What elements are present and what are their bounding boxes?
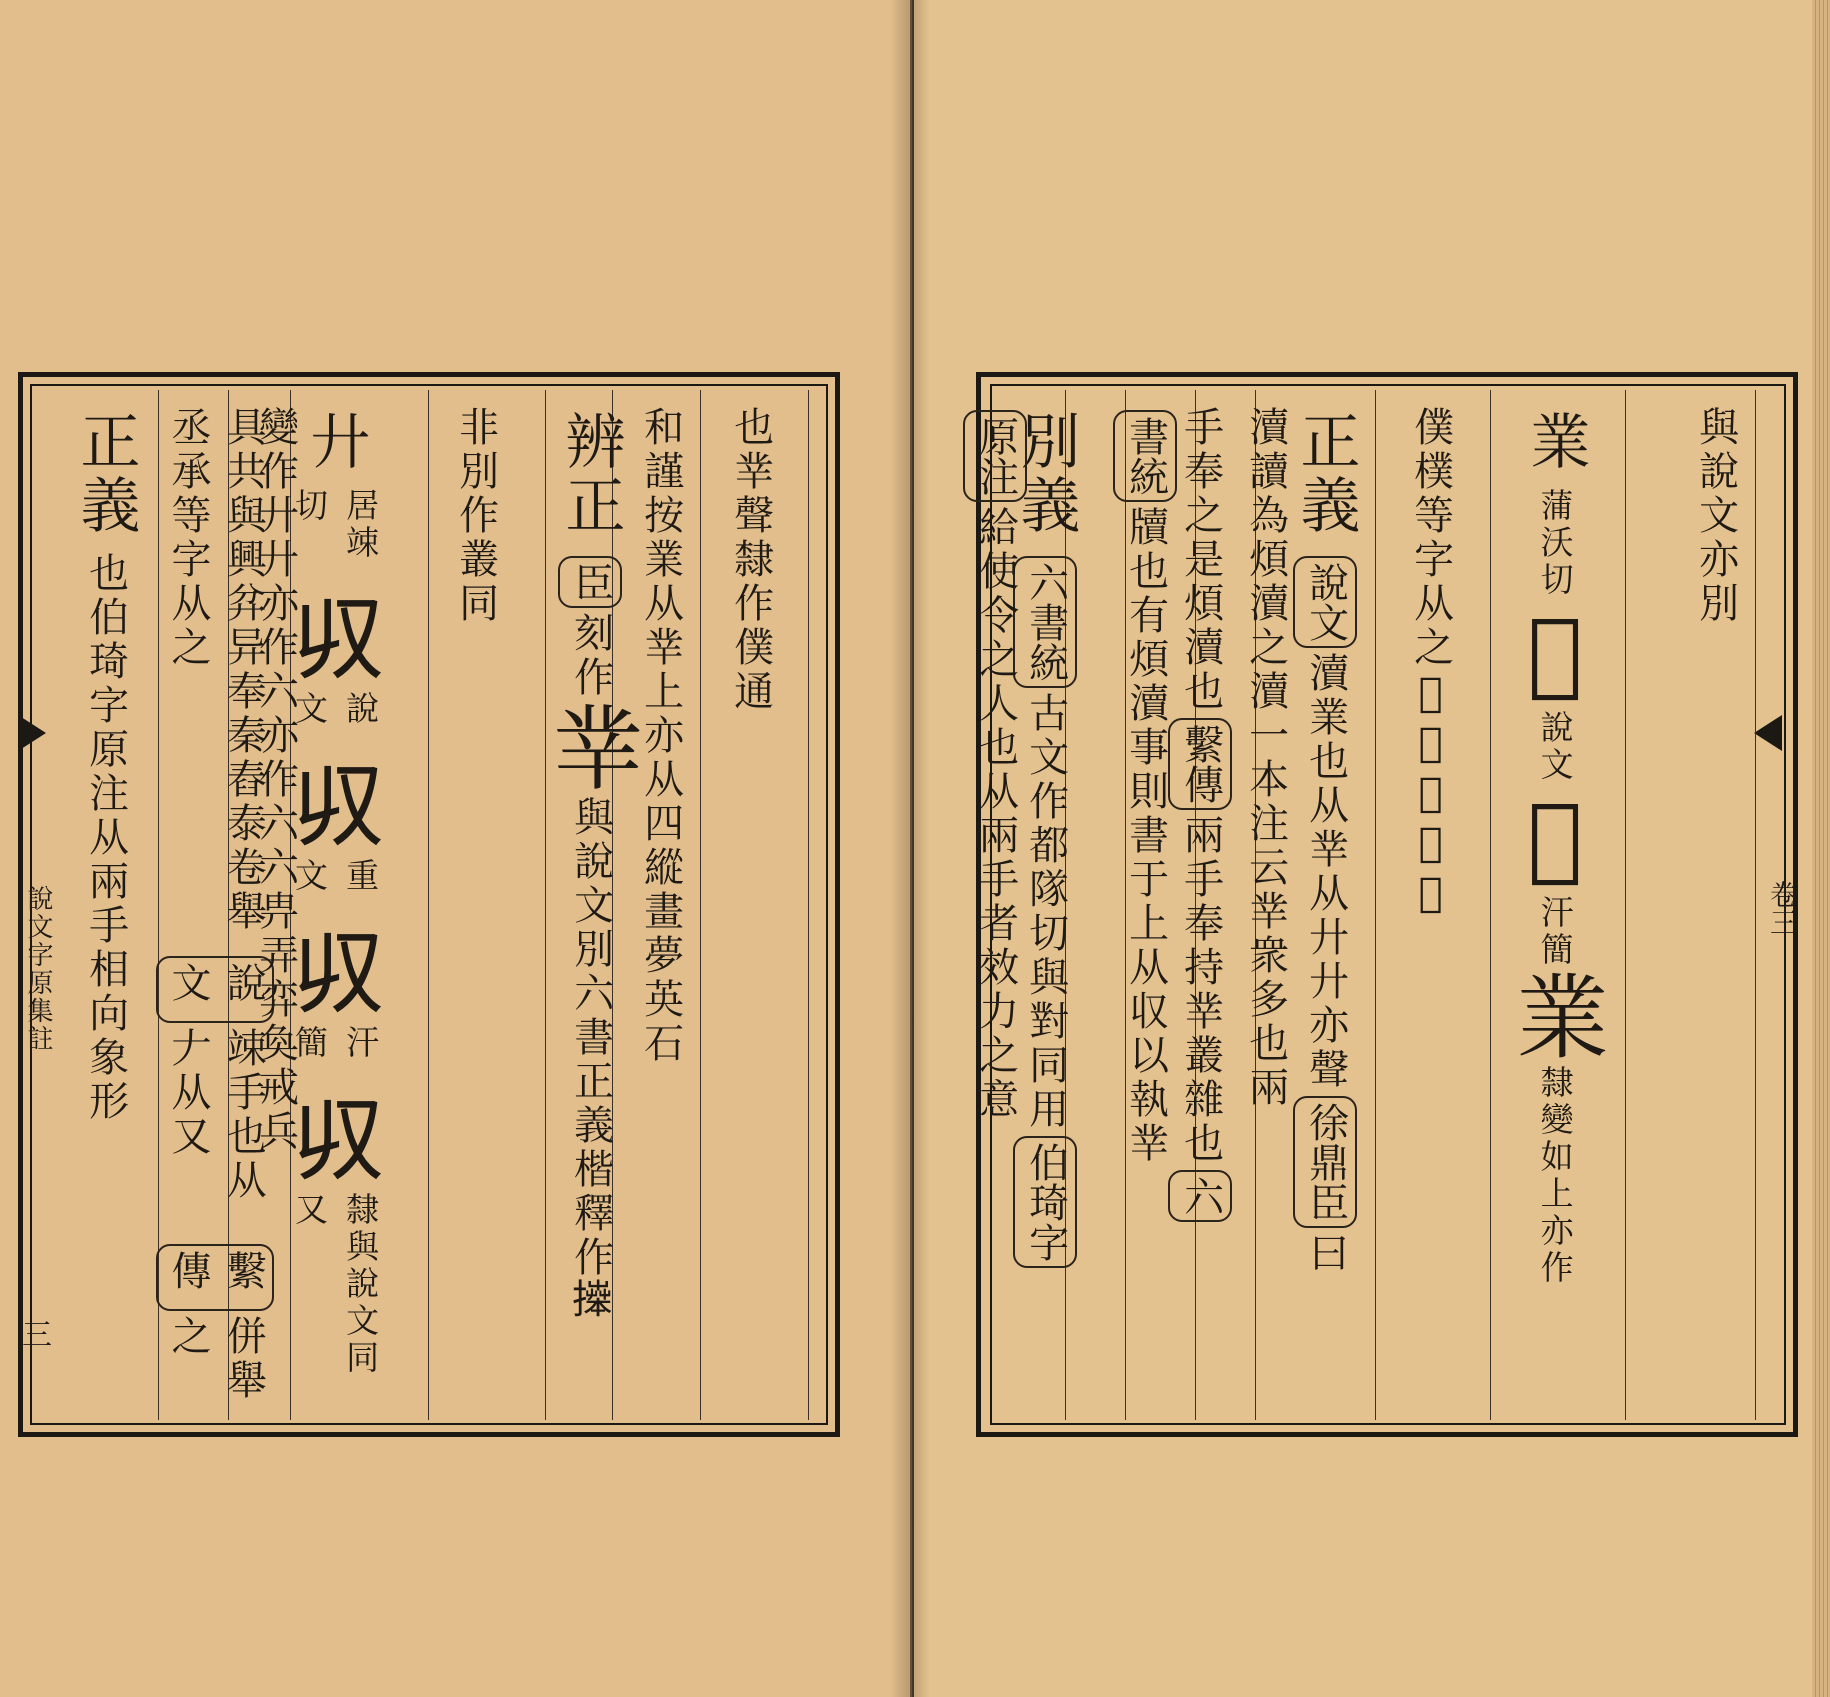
fishtail-mark xyxy=(18,715,46,751)
heading-glyph: 別義 xyxy=(1010,410,1081,538)
annotation-source: 六書統 xyxy=(1013,556,1076,688)
body-text: 也丵聲隸作僕通 xyxy=(727,406,774,714)
heading-glyph: 辨正 xyxy=(555,410,626,538)
body-text: 古文作都隊切與對同用 xyxy=(1022,692,1069,1132)
seal-script-glyph: 𦍡 xyxy=(1501,599,1609,710)
body-text: 具共與興弅异奉秦舂泰卷舉丞承等字从之 xyxy=(165,406,267,934)
body-text: 給使令之人也从兩手者效力之意 xyxy=(972,506,1019,1122)
column-rule xyxy=(1625,390,1626,1420)
body-text: 瀆業也从丵从廾廾亦聲 xyxy=(1302,652,1349,1092)
annotation-source: 臣 xyxy=(558,556,621,608)
small-annotation: 說文 xyxy=(290,690,381,728)
heading-glyph: 業 xyxy=(1520,410,1591,474)
body-text: 刻作 xyxy=(567,612,614,700)
column-rule xyxy=(545,390,546,1420)
small-annotation: 說文 xyxy=(1535,710,1575,784)
small-annotation: 重文 xyxy=(290,858,381,895)
column-rule xyxy=(700,390,701,1420)
body-text: 从兩手相向象形 xyxy=(82,816,129,1124)
text-column xyxy=(960,406,1030,1406)
small-annotation: 隸與說文同又 xyxy=(290,1192,381,1378)
text-column xyxy=(1110,406,1180,1406)
small-annotation: 隸變如上亦作 xyxy=(1535,1065,1575,1287)
text-column xyxy=(1230,406,1300,1406)
column-rule xyxy=(428,390,429,1420)
text-column xyxy=(1395,406,1465,1406)
body-text: 變作廾廾亦作六亦作六六 xyxy=(252,406,299,890)
text-column xyxy=(440,406,510,1406)
seal-script-glyph: 丵 xyxy=(536,700,644,796)
text-column xyxy=(281,406,389,1406)
body-text: 和謹按業从丵上亦从四縱畫夢英石 xyxy=(637,406,684,1066)
annotation-source: 六 xyxy=(1168,1170,1231,1222)
body-text: 瀆讀為煩瀆之瀆一本注云丵衆多也兩 xyxy=(1242,406,1289,1110)
column-rule xyxy=(808,390,809,1420)
margin-book-title: 說文字原集註 xyxy=(23,885,53,1053)
text-column xyxy=(536,406,644,1406)
body-text: 伯 xyxy=(82,596,129,640)
heading-glyph: 正義 xyxy=(70,410,141,538)
body-text: 手奉之是煩瀆也 xyxy=(1177,406,1224,714)
text-column xyxy=(1680,406,1750,1406)
column-rule xyxy=(1755,390,1756,1420)
small-annotation: 居竦切 xyxy=(290,488,381,562)
text-column xyxy=(1290,406,1360,1406)
seal-script-glyph: 業 xyxy=(1501,969,1609,1065)
annotation-source: 書統 xyxy=(1113,410,1176,502)
body-text: 竦手也从𠂇从又 xyxy=(165,1027,267,1204)
body-text: 曰 xyxy=(1302,1232,1349,1276)
text-column xyxy=(70,406,140,1406)
seal-script-glyph: 𠬞 xyxy=(281,929,389,1026)
left-page-inner-border xyxy=(30,384,828,1425)
heading-glyph: 正義 xyxy=(1290,410,1361,538)
book-spine xyxy=(890,0,930,1697)
annotation-source: 說文 xyxy=(156,956,274,1023)
body-text: 兩手奉持丵叢雜也 xyxy=(1177,814,1224,1166)
body-text: 琦字原注 xyxy=(82,640,129,816)
body-text: 也 xyxy=(82,552,129,596)
annotation-source: 徐鼎臣 xyxy=(1293,1096,1356,1228)
text-column xyxy=(625,406,695,1406)
seal-script-glyph: 𠬞 xyxy=(281,594,389,691)
column-rule xyxy=(1375,390,1376,1420)
body-text: 與說文亦別 xyxy=(1692,406,1739,626)
seal-script-glyph: 𠬞 xyxy=(281,762,389,858)
body-text: 併舉之 xyxy=(165,1314,267,1403)
margin-volume: 卷三 xyxy=(1766,880,1799,936)
column-rule xyxy=(1490,390,1491,1420)
body-text: 與說文別六書正義楷釋作𢷎 xyxy=(567,796,614,1324)
page-edge-stack xyxy=(1812,0,1830,1697)
margin-page-number: 三 xyxy=(22,1318,52,1353)
body-text: 非別作叢同 xyxy=(452,406,499,626)
seal-script-glyph: 𠬞 xyxy=(281,1096,389,1193)
small-annotation: 汗簡 xyxy=(1535,895,1575,969)
heading-glyph: 廾 xyxy=(300,410,371,474)
fishtail-mark-right xyxy=(1754,715,1782,751)
body-text: 牘也有煩瀆事則書于上从収以執丵 xyxy=(1122,506,1169,1166)
small-annotation: 蒲沃切 xyxy=(1535,488,1575,599)
annotation-source: 繫傳 xyxy=(1168,718,1231,810)
text-column xyxy=(715,406,785,1406)
body-text: 𦍡𦍡省作𦍡 xyxy=(1407,670,1454,920)
annotation-source: 說文 xyxy=(1293,556,1356,648)
small-annotation: 汗簡 xyxy=(290,1025,381,1063)
annotation-source: 繫傳 xyxy=(156,1244,274,1311)
annotation-source: 原注 xyxy=(963,410,1026,502)
annotation-source: 伯琦字 xyxy=(1013,1136,1076,1268)
text-column xyxy=(1501,406,1609,1406)
seal-script-glyph: 𦍡 xyxy=(1501,784,1609,895)
body-text: 僕樸等字从之 xyxy=(1407,406,1454,670)
body-text: 畁弄弈奐戒兵 xyxy=(252,890,299,1154)
